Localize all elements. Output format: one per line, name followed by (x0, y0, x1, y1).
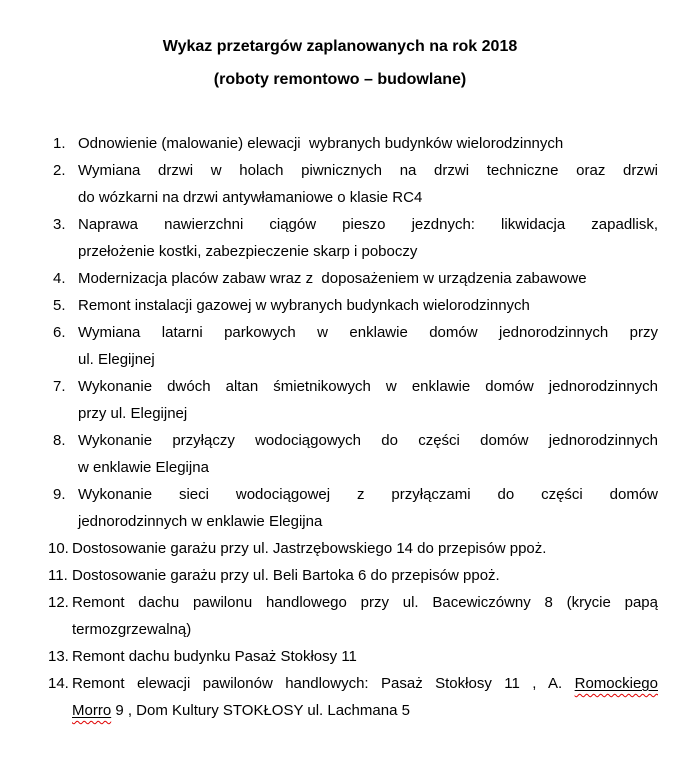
item-number: 12. (48, 594, 69, 611)
item-text (78, 157, 658, 211)
item-text (78, 265, 658, 292)
misspelled-word: Romockiego (574, 675, 658, 692)
item-line: do wózkarni na drzwi antywłamaniowe o klasie RC4 (78, 189, 423, 206)
item-text (78, 481, 658, 535)
item-number: 2. (53, 162, 66, 179)
item-number: 3. (53, 216, 66, 233)
item-text (78, 319, 658, 373)
item-line: Naprawa nawierzchni ciągów pieszo jezdnych: likwidacja zapadlisk, (78, 216, 658, 233)
spellcheck-squiggle (72, 702, 111, 719)
item-number: 4. (53, 270, 66, 287)
item-line: jednorodzinnych w enklawie Elegijna (78, 513, 323, 530)
item-text (78, 292, 658, 319)
list-item-8 (0, 427, 700, 481)
document-header (0, 0, 700, 96)
list-item-11 (0, 562, 700, 589)
list-item-4 (0, 265, 700, 292)
item-line: Wykonanie dwóch altan śmietnikowych w enklawie domów jednorodzinnych (78, 378, 658, 395)
item-text (72, 643, 658, 670)
item-text (78, 427, 658, 481)
item-line: Wymiana drzwi w holach piwnicznych na drzwi techniczne oraz drzwi (78, 162, 658, 179)
item-number: 11. (48, 567, 68, 584)
list-item-13 (0, 643, 700, 670)
item-line: Wykonanie sieci wodociągowej z przyłączami do części domów (78, 486, 658, 503)
list-item-3 (0, 211, 700, 265)
item-line: Remont dachu pawilonu handlowego przy ul. Bacewiczówny 8 (krycie papą (72, 594, 658, 611)
list-item-6 (0, 319, 700, 373)
item-line: Remont dachu budynku Pasaż Stokłosy 11 (72, 648, 357, 665)
item-text (78, 130, 658, 157)
list-item-2 (0, 157, 700, 211)
item-line: Odnowienie (malowanie) elewacji wybranych budynków wielorodzinnych (78, 135, 564, 152)
list-item-14 (0, 670, 700, 724)
item-line: ul. Elegijnej (78, 351, 155, 368)
item-number: 10. (48, 540, 69, 557)
item-line: w enklawie Elegijna (78, 459, 209, 476)
item-line: Remont instalacji gazowej w wybranych budynkach wielorodzinnych (78, 297, 530, 314)
item-number: 7. (53, 378, 66, 395)
item-text (72, 589, 658, 643)
item-number: 8. (53, 432, 66, 449)
item-line: Dostosowanie garażu przy ul. Beli Bartoka 6 do przepisów ppoż. (72, 567, 500, 584)
item-number: 13. (48, 648, 69, 665)
item-line-text: Remont elewacji pawilonów handlowych: Pasaż Stokłosy 11 , A. (72, 675, 575, 692)
item-line: Dostosowanie garażu przy ul. Jastrzębowskiego 14 do przepisów ppoż. (72, 540, 547, 557)
item-number: 14. (48, 675, 69, 692)
item-line: termozgrzewalną) (72, 621, 192, 638)
item-number: 5. (53, 297, 66, 314)
list-item-10 (0, 535, 700, 562)
item-line: Wymiana latarni parkowych w enklawie domów jednorodzinnych przy (78, 324, 658, 341)
list-item-9 (0, 481, 700, 535)
item-number: 9. (53, 486, 66, 503)
item-text (72, 670, 658, 724)
list-item-5 (0, 292, 700, 319)
item-number: 6. (53, 324, 66, 341)
item-text (78, 373, 658, 427)
tender-list (0, 130, 700, 724)
item-line-text: 9 , Dom Kultury STOKŁOSY ul. Lachmana 5 (111, 702, 410, 719)
item-text (78, 211, 658, 265)
item-line (72, 670, 658, 697)
list-item-7 (0, 373, 700, 427)
list-item-1 (0, 130, 700, 157)
item-line: Wykonanie przyłączy wodociągowych do części domów jednorodzinnych (78, 432, 658, 449)
item-text (72, 535, 658, 562)
misspelled-word: Morro (72, 702, 112, 719)
doc-title: Wykaz przetargów zaplanowanych na rok 2018 (162, 38, 518, 55)
item-line: przełożenie kostki, zabezpieczenie skarp i poboczy (78, 243, 418, 260)
item-line (72, 697, 658, 724)
list-item-12 (0, 589, 700, 643)
item-number: 1. (53, 135, 66, 152)
item-line: Modernizacja placów zabaw wraz z doposażeniem w urządzenia zabawowe (78, 270, 587, 287)
item-text (72, 562, 658, 589)
spellcheck-squiggle (575, 675, 658, 692)
doc-subtitle: (roboty remontowo – budowlane) (213, 71, 467, 88)
item-line: przy ul. Elegijnej (78, 405, 188, 422)
